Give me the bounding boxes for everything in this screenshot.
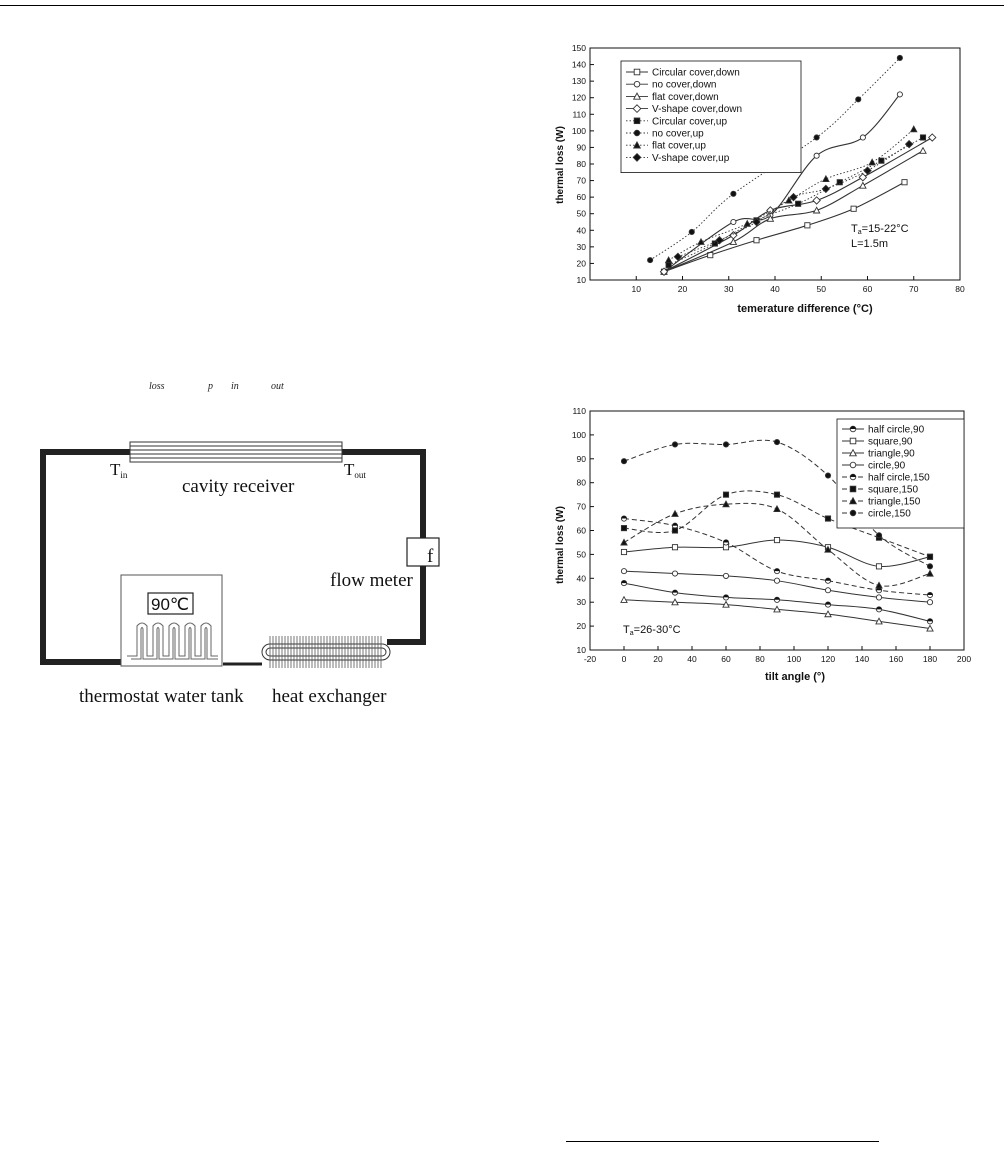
chart2-point-circle-90: [825, 588, 830, 593]
subscript-p: p: [208, 381, 213, 392]
chart2-point-half-circle-90: [723, 595, 728, 600]
chart1-point-flat-cover-up: [823, 176, 829, 182]
chart1-legend-marker-circular-cover-up: [634, 118, 640, 124]
chart1-point-no-cover-down: [731, 219, 736, 224]
heat-exchanger-label: heat exchanger: [272, 686, 387, 707]
chart2-legend-label-triangle-150: triangle,150: [868, 496, 921, 508]
chart1-y-tick-label: 40: [576, 225, 586, 236]
chart1-point-v-shape-cover-down: [813, 197, 820, 204]
chart2-y-tick-label: 110: [572, 406, 586, 416]
chart2-point-square-90: [876, 564, 881, 569]
chart1-point-circular-cover-up: [666, 262, 671, 267]
chart1-ylabel: thermal loss (W): [555, 126, 566, 204]
chart1-point-no-cover-down: [814, 153, 819, 158]
flow-meter-box: [407, 538, 439, 566]
chart2-x-tick-label: 100: [786, 654, 802, 664]
chart2-x-tick-label: 0: [621, 654, 627, 664]
chart2-point-circle-150: [672, 442, 677, 447]
chart2-point-triangle-150: [672, 511, 678, 517]
chart2-legend-label-square-90: square,90: [868, 436, 913, 448]
subscript-out: out: [271, 381, 284, 392]
chart2-y-tick-label: 70: [576, 501, 586, 512]
chart1-point-no-cover-up: [648, 258, 653, 263]
chart2-x-tick-label: 140: [854, 654, 870, 664]
chart1-point-no-cover-up: [731, 191, 736, 196]
chart1-y-tick-label: 30: [576, 241, 586, 252]
chart2-point-half-circle-150: [723, 540, 728, 545]
chart2-point-circle-90: [876, 595, 881, 600]
chart2-legend-label-circle-150: circle,150: [868, 508, 911, 520]
chart2-y-tick-label: 30: [576, 597, 586, 608]
chart2-point-square-90: [774, 537, 779, 542]
chart1-point-flat-cover-up: [744, 221, 750, 227]
chart2-y-tick-label: 10: [576, 645, 586, 655]
chart1-point-flat-cover-up: [911, 126, 917, 132]
t-out-label: Tout: [344, 460, 366, 480]
chart2-legend-marker-square-150: [850, 486, 856, 492]
chart2-x-tick-label: 80: [755, 654, 765, 664]
chart2-annotation-ta: Ta=26-30°C: [623, 624, 681, 637]
chart1-y-tick-label: 140: [571, 59, 586, 70]
chart2-point-half-circle-90: [621, 580, 626, 585]
chart1-y-tick-label: 10: [576, 275, 586, 285]
chart1-point-circular-cover-up: [712, 241, 717, 246]
chart1-y-tick-label: 150: [571, 43, 586, 53]
chart1-legend-label-no-cover-down: no cover,down: [652, 79, 717, 91]
chart2-point-half-circle-150: [621, 516, 626, 521]
chart2-legend-label-circle-90: circle,90: [868, 460, 906, 472]
chart2-legend-label-half-circle-90: half circle,90: [868, 424, 925, 436]
chart2-point-half-circle-90: [876, 607, 881, 612]
chart2-point-circle-150: [825, 473, 830, 478]
chart1-y-tick-label: 90: [576, 142, 586, 153]
chart2-x-tick-label: 60: [721, 654, 731, 664]
chart2-point-half-circle-90: [774, 597, 779, 602]
chart2-legend-marker-half-circle-90: [850, 426, 856, 432]
chart2-x-tick-label: -20: [583, 654, 597, 664]
chart1-legend-label-v-shape-cover-down: V-shape cover,down: [652, 104, 743, 116]
chart-thermal-loss-vs-tilt-angle: [550, 405, 980, 690]
chart1-point-circular-cover-up: [837, 180, 842, 185]
chart1-legend-marker-no-cover-up: [634, 130, 640, 136]
chart1-x-tick-label: 40: [770, 284, 780, 294]
chart2-point-triangle-150: [774, 506, 780, 512]
chart1-x-tick-label: 70: [909, 284, 919, 294]
chart1-legend-marker-no-cover-down: [634, 81, 640, 87]
chart1-point-no-cover-up: [897, 55, 902, 60]
water-tank-label: thermostat water tank: [79, 686, 244, 707]
chart2-point-half-circle-150: [927, 592, 932, 597]
chart1-y-tick-label: 100: [571, 125, 586, 136]
chart2-x-tick-label: 160: [888, 654, 904, 664]
chart1-y-tick-label: 50: [576, 208, 586, 219]
chart1-legend-label-flat-cover-down: flat cover,down: [652, 91, 719, 103]
chart1-y-tick-label: 70: [576, 175, 586, 186]
chart1-point-v-shape-cover-up: [906, 141, 913, 148]
chart2-y-tick-label: 60: [576, 525, 586, 536]
chart2-point-triangle-150: [927, 570, 933, 576]
chart1-legend-label-v-shape-cover-up: V-shape cover,up: [652, 152, 730, 164]
chart-thermal-loss-vs-temperature-difference: [550, 40, 980, 320]
chart2-point-circle-150: [927, 564, 932, 569]
chart1-x-tick-label: 50: [816, 284, 826, 294]
chart2-legend-marker-square-90: [850, 438, 856, 444]
chart2-point-square-150: [621, 526, 626, 531]
chart2-point-triangle-150: [621, 539, 627, 545]
chart2-point-half-circle-90: [927, 619, 932, 624]
chart2-point-circle-90: [774, 578, 779, 583]
chart1-x-tick-label: 20: [677, 284, 688, 294]
chart1-point-v-shape-cover-down: [859, 174, 866, 181]
chart1-point-no-cover-up: [856, 97, 861, 102]
heat-exchanger: [262, 636, 390, 668]
chart2-point-square-150: [774, 492, 779, 497]
tank-display-value: 90℃: [150, 595, 190, 614]
chart1-y-tick-label: 130: [571, 76, 586, 87]
chart2-x-tick-label: 120: [820, 654, 836, 664]
chart1-x-tick-label: 10: [631, 284, 641, 294]
chart2-x-tick-label: 40: [687, 654, 697, 664]
flow-meter-label: flow meter: [330, 570, 413, 591]
page-header-rule: [0, 5, 1004, 6]
subscript-loss: loss: [149, 381, 165, 392]
chart2-point-half-circle-90: [672, 590, 677, 595]
chart1-point-circular-cover-up: [920, 135, 925, 140]
chart1-annotation-ta: Ta=15-22°C: [851, 223, 909, 236]
chart2-point-circle-90: [672, 571, 677, 576]
chart2-point-square-150: [672, 528, 677, 533]
chart1-point-flat-cover-up: [666, 257, 672, 263]
cavity-receiver-label: cavity receiver: [182, 476, 295, 497]
chart1-point-no-cover-down: [860, 135, 865, 140]
chart2-legend-marker-circle-90: [850, 462, 856, 468]
t-in-label: Tin: [110, 460, 128, 480]
chart2-y-tick-label: 40: [576, 573, 586, 584]
chart2-point-circle-90: [723, 573, 728, 578]
chart1-y-tick-label: 60: [576, 192, 586, 203]
chart2-point-circle-150: [774, 439, 779, 444]
chart1-legend-marker-circular-cover-down: [634, 69, 640, 75]
chart1-xlabel: temerature difference (°C): [737, 303, 873, 315]
chart2-legend-label-half-circle-150: half circle,150: [868, 472, 930, 484]
chart2-x-tick-label: 20: [653, 654, 663, 664]
chart1-annotation-length: L=1.5m: [851, 238, 888, 250]
chart1-point-no-cover-up: [814, 135, 819, 140]
chart1-y-tick-label: 20: [576, 258, 586, 269]
footnote-rule: [566, 1141, 879, 1142]
flow-meter-symbol: f: [427, 546, 434, 567]
chart1-x-tick-label: 60: [862, 284, 873, 294]
chart2-point-square-150: [825, 516, 830, 521]
chart2-y-tick-label: 90: [576, 453, 586, 464]
chart1-point-circular-cover-down: [902, 180, 907, 185]
chart1-point-flat-cover-down: [860, 182, 866, 188]
chart2-point-circle-150: [876, 533, 881, 538]
chart2-point-half-circle-90: [825, 602, 830, 607]
chart1-legend-label-circular-cover-down: Circular cover,down: [652, 67, 740, 79]
chart2-point-half-circle-150: [774, 569, 779, 574]
chart1-y-tick-label: 80: [576, 159, 586, 169]
chart1-point-flat-cover-up: [869, 159, 875, 165]
chart2-y-tick-label: 20: [576, 621, 586, 632]
experimental-schematic: [30, 430, 450, 715]
subscript-in: in: [231, 381, 239, 392]
chart1-point-circular-cover-up: [796, 201, 801, 206]
chart1-point-flat-cover-up: [698, 239, 704, 245]
chart1-legend-label-flat-cover-up: flat cover,up: [652, 140, 706, 152]
chart2-point-square-90: [621, 549, 626, 554]
chart2-legend-marker-circle-150: [850, 510, 856, 516]
chart2-y-tick-label: 50: [576, 549, 586, 560]
chart1-point-circular-cover-down: [754, 238, 759, 243]
chart1-y-tick-label: 120: [571, 92, 586, 103]
chart1-point-v-shape-cover-down: [929, 134, 936, 141]
chart1-legend-label-circular-cover-up: Circular cover,up: [652, 116, 728, 128]
chart2-x-tick-label: 200: [956, 654, 972, 664]
chart1-point-no-cover-up: [689, 229, 694, 234]
chart1-point-no-cover-down: [897, 92, 902, 97]
chart2-point-square-150: [927, 554, 932, 559]
chart2-y-tick-label: 100: [571, 429, 586, 440]
chart2-point-circle-90: [927, 600, 932, 605]
chart2-point-square-150: [723, 492, 728, 497]
chart2-legend-marker-half-circle-150: [850, 474, 856, 480]
chart2-legend-label-triangle-90: triangle,90: [868, 448, 915, 460]
chart2-ylabel: thermal loss (W): [555, 506, 566, 584]
chart1-y-tick-label: 110: [572, 109, 586, 120]
chart2-y-tick-label: 80: [576, 477, 586, 488]
chart2-line-square-90: [624, 540, 930, 566]
chart2-point-square-90: [672, 545, 677, 550]
chart2-x-tick-label: 180: [922, 654, 938, 664]
chart1-x-tick-label: 80: [955, 284, 965, 294]
chart1-point-circular-cover-down: [805, 223, 810, 228]
chart1-x-tick-label: 30: [724, 284, 734, 294]
cavity-receiver-tube: [130, 442, 342, 462]
chart2-point-circle-150: [723, 442, 728, 447]
chart2-legend-label-square-150: square,150: [868, 484, 919, 496]
chart1-point-circular-cover-up: [879, 158, 884, 163]
chart2-point-circle-150: [621, 459, 626, 464]
chart1-point-flat-cover-down: [920, 148, 926, 154]
chart1-point-flat-cover-down: [730, 239, 736, 245]
chart1-legend-label-no-cover-up: no cover,up: [652, 128, 704, 140]
chart2-xlabel: tilt angle (°): [764, 671, 826, 683]
chart1-point-circular-cover-down: [851, 206, 856, 211]
chart2-point-circle-90: [621, 569, 626, 574]
chart2-point-half-circle-150: [825, 578, 830, 583]
